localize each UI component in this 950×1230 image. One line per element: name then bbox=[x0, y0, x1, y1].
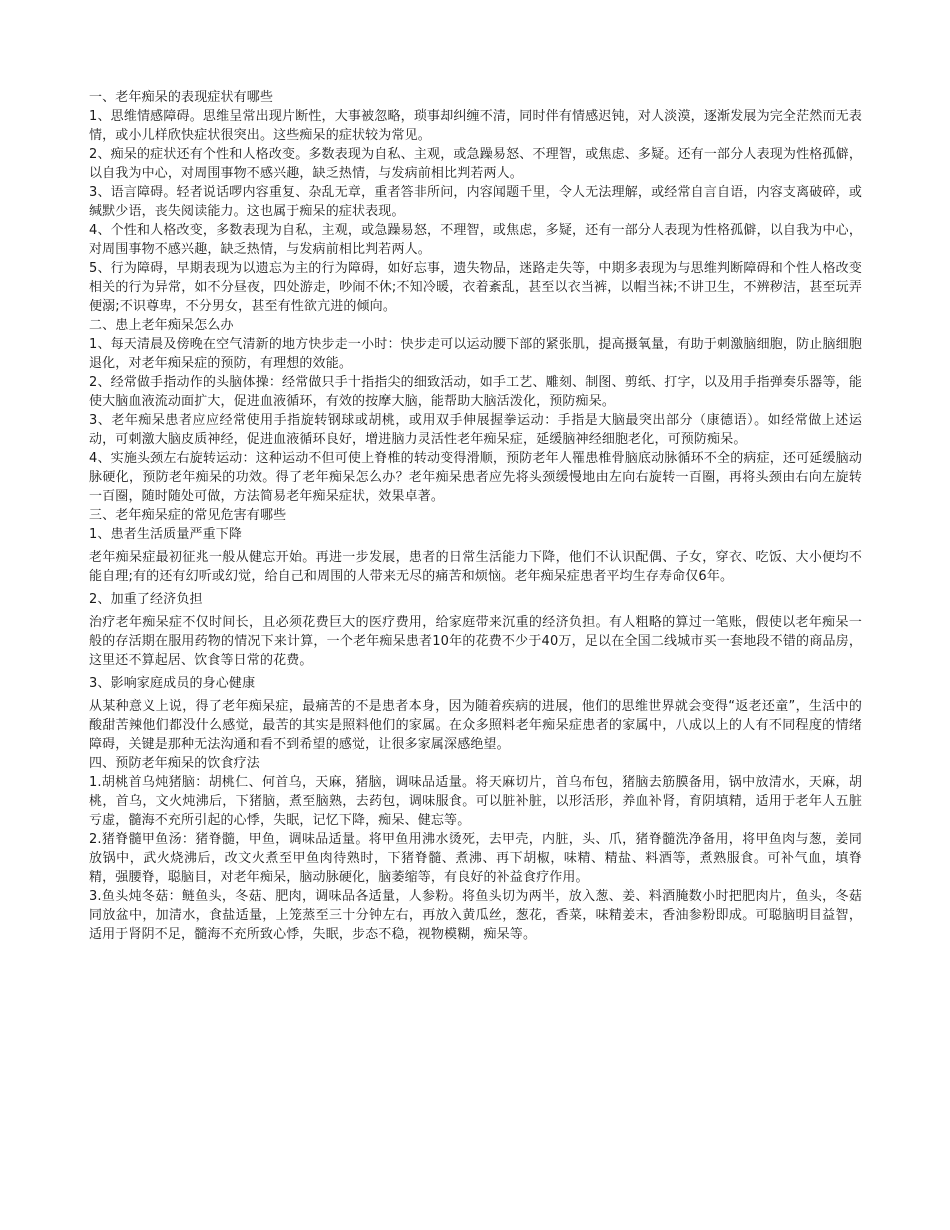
section-2-paragraph: 4、实施头颈左右旋转运动：这种运动不但可使上脊椎的转动变得滑顺，预防老年人罹患椎骨脑底动脉循环不全的病症，还可延缓脑动脉硬化，预防老年痴呆的功效。得了老年痴呆怎么办？老年痴呆患者应先将头颈缓慢地由左向右旋转一百圈，再将头颈由右向左旋转一百圈，随时随处可做，方法简易老年痴呆症状，效果卓著。 bbox=[89, 451, 862, 504]
section-2-title: 二、患上老年痴呆怎么办 bbox=[89, 318, 234, 333]
section-1-paragraph: 4、个性和人格改变，多数表现为自私，主观，或急躁易怒，不理智，或焦虑，多疑，还有一部分人表现为性格孤僻，以自我为中心，对周围事物不感兴趣，缺乏热情，与发病前相比判若两人。 bbox=[89, 223, 862, 257]
section-3-paragraph: 治疗老年痴呆症不仅时间长，且必须花费巨大的医疗费用，给家庭带来沉重的经济负担。有人粗略的算过一笔账，假使以老年痴呆一般的存活期在服用药物的情况下来计算，一个老年痴呆患者10年的花费不少于40万，足以在全国二线城市买一套地段不错的商品房，这里还不算起居、饮食等日常的花费。 bbox=[89, 615, 862, 668]
section-3-title: 三、老年痴呆症的常见危害有哪些 bbox=[89, 508, 287, 523]
section-1-title: 一、老年痴呆的表现症状有哪些 bbox=[89, 90, 274, 105]
section-3-paragraph: 从某种意义上说，得了老年痴呆症，最痛苦的不是患者本身，因为随着疾病的进展，他们的思维世界就会变得“返老还童”，生活中的酸甜苦辣他们都没什么感觉，最苦的其实是照料他们的家属。在众多照料老年痴呆症患者的家属中，八成以上的人有不同程度的情绪障碍，关键是那种无法沟通和看不到希望的感觉，让很多家属深感绝望。 bbox=[89, 699, 862, 752]
section-3-subheading: 1、患者生活质量严重下降 bbox=[89, 527, 243, 542]
section-1-paragraph: 5、行为障碍，早期表现为以遗忘为主的行为障碍，如好忘事，遗失物品，迷路走失等，中期多表现为与思维判断障碍和个性人格改变相关的行为异常，如不分昼夜，四处游走，吵闹不休;不知冷暖，衣着紊乱，甚至以衣当裤，以帽当袜;不讲卫生，不辨秽洁，甚至玩弄便溺;不识尊卑，不分男女，甚至有性欲亢进的倾向。 bbox=[89, 261, 862, 314]
section-3-subheading: 3、影响家庭成员的身心健康 bbox=[89, 676, 256, 691]
section-3-paragraph: 老年痴呆症最初征兆一般从健忘开始。再进一步发展，患者的日常生活能力下降，他们不认识配偶、子女，穿衣、吃饭、大小便均不能自理;有的还有幻听或幻觉，给自己和周围的人带来无尽的痛苦和烦恼。老年痴呆症患者平均生存寿命仅6年。 bbox=[89, 550, 862, 584]
section-1-paragraph: 1、思维情感障碍。思维呈常出现片断性，大事被忽略，琐事却纠缠不清，同时伴有情感迟钝，对人淡漠，逐渐发展为完全茫然而无表情，或小儿样欣快症状很突出。这些痴呆的症状较为常见。 bbox=[89, 109, 862, 143]
section-3-subheading: 2、加重了经济负担 bbox=[89, 592, 203, 607]
section-4-title: 四、预防老年痴呆的饮食疗法 bbox=[89, 756, 260, 771]
section-4-paragraph: 3.鱼头炖冬菇：鲢鱼头，冬菇、肥肉，调味品各适量，人参粉。将鱼头切为两半，放入葱、姜、料酒腌数小时把肥肉片，鱼头，冬菇同放盆中，加清水，食盐适量，上笼蒸至三十分钟左右，再放入黄瓜丝，葱花，香菜，味精姜末，香油参粉即成。可聪脑明目益智，适用于肾阴不足，髓海不充所致心悸，失眠，步态不稳，视物模糊，痴呆等。 bbox=[89, 889, 862, 942]
section-1-paragraph: 3、语言障碍。轻者说话啰内容重复、杂乱无章，重者答非所问，内容闻题千里，令人无法理解，或经常自言自语，内容支离破碎，或缄默少语，丧失阅读能力。这也属于痴呆的症状表现。 bbox=[89, 185, 862, 219]
section-1-paragraph: 2、痴呆的症状还有个性和人格改变。多数表现为自私、主观，或急躁易怒、不理智，或焦虑、多疑。还有一部分人表现为性格孤僻，以自我为中心，对周围事物不感兴趣，缺乏热情，与发病前相比判若两人。 bbox=[89, 147, 862, 181]
section-4-paragraph: 1.胡桃首乌炖猪脑：胡桃仁、何首乌，天麻，猪脑，调味品适量。将天麻切片，首乌布包，猪脑去筋膜备用，锅中放清水，天麻，胡桃，首乌，文火炖沸后，下猪脑，煮至脑熟，去药包，调味服食。可以脏补脏，以形活形，养血补肾，育阴填精，适用于老年人五脏亏虚，髓海不充所引起的心悸，失眠，记忆下降，痴呆、健忘等。 bbox=[89, 775, 862, 828]
section-2-paragraph: 3、老年痴呆患者应应经常使用手指旋转钢球或胡桃，或用双手伸展握拳运动：手指是大脑最突出部分（康德语）。如经常做上述运动，可刺激大脑皮质神经，促进血液循环良好，增进脑力灵活性老年痴呆症，延缓脑神经细胞老化，可预防痴呆。 bbox=[89, 413, 862, 447]
section-2-paragraph: 2、经常做手指动作的头脑体操：经常做只手十指指尖的细致活动，如手工艺、雕刻、制图、剪纸、打字，以及用手指弹奏乐器等，能使大脑血液流动面扩大，促进血液循环，有效的按摩大脑，能帮助大脑活泼化，预防痴呆。 bbox=[89, 375, 862, 409]
section-2-paragraph: 1、每天清晨及傍晚在空气清新的地方快步走一小时：快步走可以运动腰下部的紧张肌，提高摄氧量，有助于刺激脑细胞，防止脑细胞退化，对老年痴呆症的预防，有理想的效能。 bbox=[89, 337, 862, 371]
section-4-paragraph: 2.猪脊髓甲鱼汤：猪脊髓，甲鱼，调味品适量。将甲鱼用沸水烫死，去甲壳，内脏，头、爪，猪脊髓洗净备用，将甲鱼肉与葱，姜同放锅中，武火烧沸后，改文火煮至甲鱼肉待熟时，下猪脊髓、煮沸、再下胡椒，味精、精盐、料酒等，煮熟服食。可补气血，填脊精，强腰脊，聪脑目，对老年痴呆，脑动脉硬化，脑萎缩等，有良好的补益食疗作用。 bbox=[89, 832, 862, 885]
